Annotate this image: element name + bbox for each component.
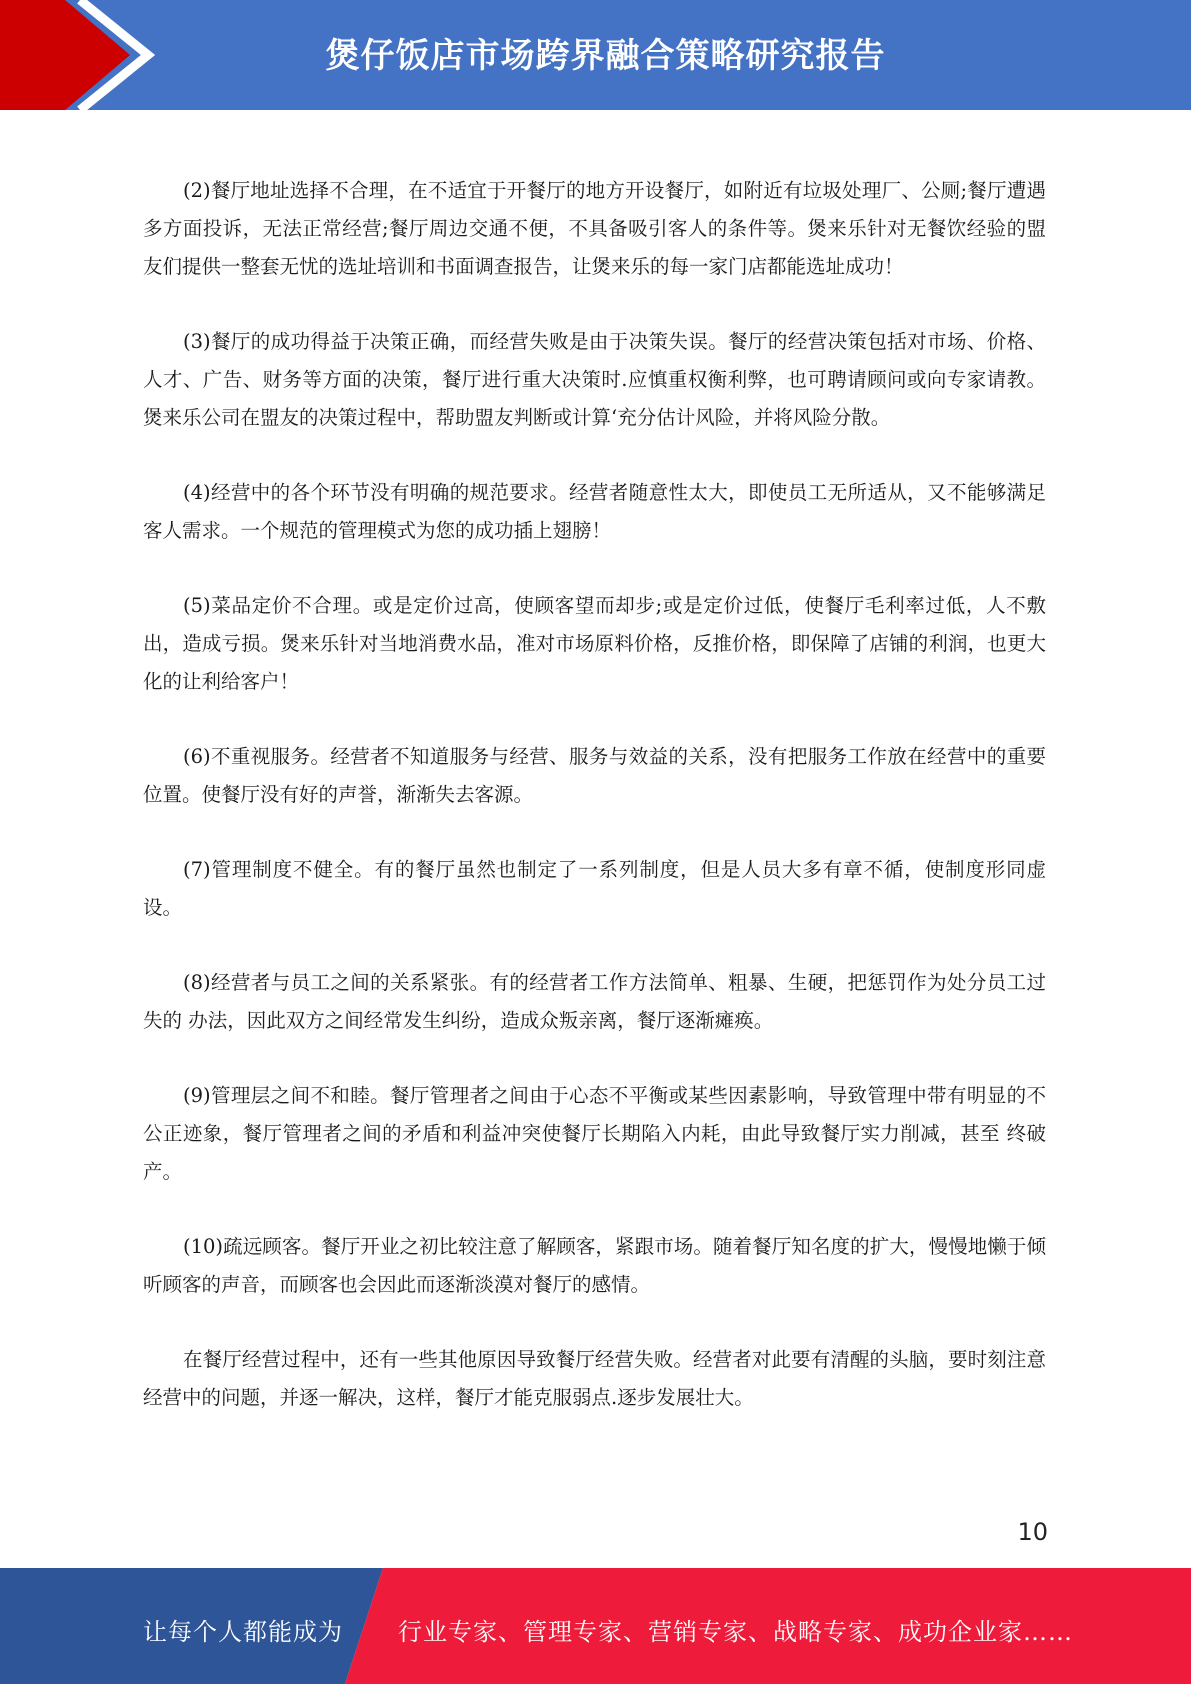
paragraph: (8)经营者与员工之间的关系紧张。有的经营者工作方法简单、粗暴、生硬，把惩罚作为处分员工过失的 办法，因此双方之间经常发生纠纷，造成众叛亲离，餐厅逐渐瘫痪。 [143, 971, 1046, 1032]
paragraph: (4)经营中的各个环节没有明确的规范要求。经营者随意性太大，即使员工无所适从，又不能够满足客人需求。一个规范的管理模式为您的成功插上翅膀！ [143, 481, 1046, 542]
paragraph: 在餐厅经营过程中，还有一些其他原因导致餐厅经营失败。经营者对此要有清醒的头脑，要时刻注意经营中的问题，并逐一解决，这样，餐厅才能克服弱点.逐步发展壮大。 [143, 1348, 1046, 1409]
paragraph: (2)餐厅地址选择不合理，在不适宜于开餐厅的地方开设餐厅，如附近有垃圾处理厂、公厕;餐厅遭遇多方面投诉，无法正常经营;餐厅周边交通不便，不具备吸引客人的条件等。煲来乐针对无餐饮经验的盟友们提供一整套无忧的选址培训和书面调查报告，让煲来乐的每一家门店都能选址成功！ [143, 179, 1046, 278]
page-number: 10 [1017, 1518, 1048, 1546]
footer-slogan-left: 让每个人都能成为 [143, 1618, 343, 1646]
paragraph: (9)管理层之间不和睦。餐厅管理者之间由于心态不平衡或某些因素影响，导致管理中带有明显的不公正迹象，餐厅管理者之间的矛盾和利益冲突使餐厅长期陷入内耗，由此导致餐厅实力削减，甚至 终破产。 [143, 1084, 1046, 1183]
footer-slogan-right: 行业专家、管理专家、营销专家、战略专家、成功企业家…… [398, 1618, 1073, 1646]
body-text [143, 172, 1046, 1454]
paragraph: (5)菜品定价不合理。或是定价过高，使顾客望而却步;或是定价过低，使餐厅毛利率过低，人不敷出，造成亏损。煲来乐针对当地消费水品，准对市场原料价格，反推价格，即保障了店铺的利润，也更大化的让利给客户！ [143, 594, 1046, 693]
paragraph: (10)疏远顾客。餐厅开业之初比较注意了解顾客，紧跟市场。随着餐厅知名度的扩大，慢慢地懒于倾听顾客的声音，而顾客也会因此而逐渐淡漠对餐厅的感情。 [143, 1235, 1046, 1296]
paragraph: (6)不重视服务。经营者不知道服务与经营、服务与效益的关系，没有把服务工作放在经营中的重要位置。使餐厅没有好的声誉，渐渐失去客源。 [143, 745, 1046, 806]
report-header [0, 0, 1191, 110]
report-footer [0, 1568, 1191, 1684]
paragraph: (7)管理制度不健全。有的餐厅虽然也制定了一系列制度，但是人员大多有章不循，使制度形同虚设。 [143, 858, 1046, 919]
paragraph: (3)餐厅的成功得益于决策正确，而经营失败是由于决策失误。餐厅的经营决策包括对市场、价格、人才、广告、财务等方面的决策，餐厅进行重大决策时.应慎重权衡利弊，也可聘请顾问或向专家请教。煲来乐公司在盟友的决策过程中，帮助盟友判断或计算‘充分估计风险，并将风险分散。 [143, 330, 1046, 429]
report-title: 煲仔饭店市场跨界融合策略研究报告 [325, 36, 886, 76]
